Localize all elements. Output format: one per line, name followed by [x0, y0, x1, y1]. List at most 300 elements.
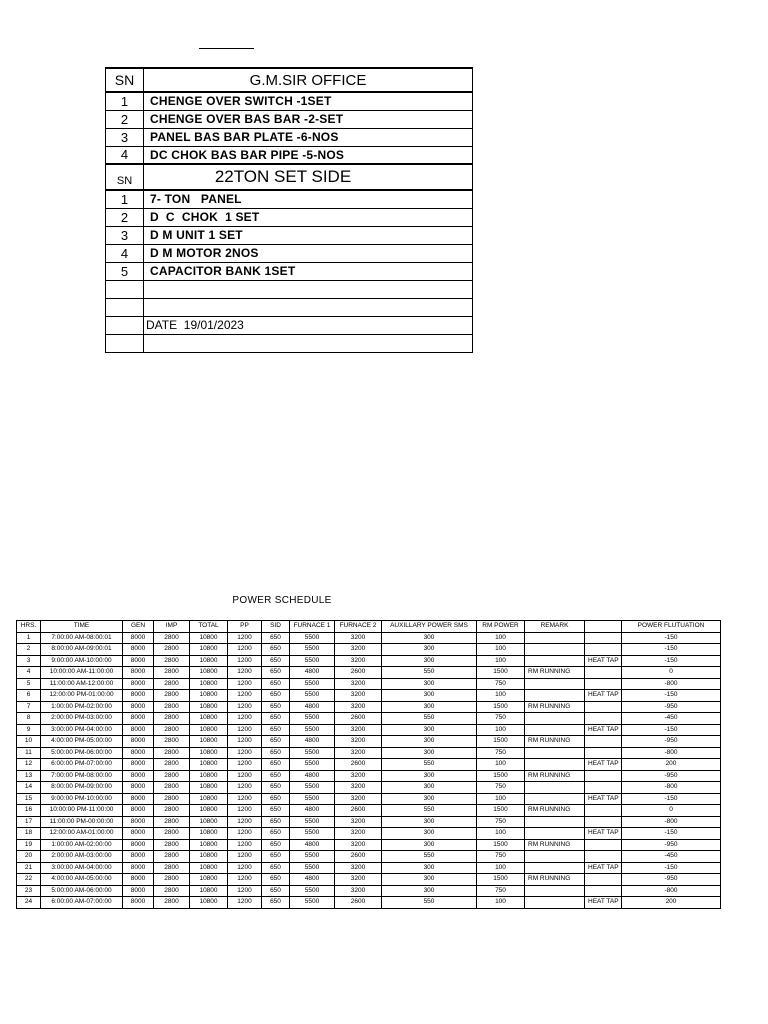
cell-auxillary-power-sms: 550: [382, 713, 477, 725]
cell-furnace-1: 5500: [290, 655, 335, 667]
cell-remark: RM RUNNING: [525, 805, 585, 817]
cell-total: 10800: [190, 874, 228, 886]
table-row: [17, 839, 721, 851]
cell-imp: 2800: [154, 862, 190, 874]
set-side-heading-row: [106, 164, 473, 190]
cell-furnace-2: 3200: [335, 655, 382, 667]
cell-rm-power: 1500: [477, 839, 525, 851]
table-row: [17, 828, 721, 840]
cell-time: 1:00:00 PM-02:00:00: [41, 701, 123, 713]
table-row: [17, 644, 721, 656]
item-text: D M UNIT 1 SET: [144, 226, 473, 244]
office-title: G.M.SIR OFFICE: [144, 68, 473, 92]
table-row: [17, 759, 721, 771]
cell-blank: [585, 839, 622, 851]
cell-remark: [525, 724, 585, 736]
cell-time: 4:00:00 PM-05:00:00: [41, 736, 123, 748]
cell-power-flutuation: -950: [622, 874, 721, 886]
cell-time: 3:00:00 AM-04:00:00: [41, 862, 123, 874]
cell-auxillary-power-sms: 300: [382, 678, 477, 690]
empty-row: [106, 334, 473, 352]
cell-gen: 8000: [123, 701, 154, 713]
cell-pp: 1200: [228, 632, 262, 644]
cell-auxillary-power-sms: 300: [382, 793, 477, 805]
list-item: [106, 128, 473, 146]
cell-total: 10800: [190, 736, 228, 748]
cell-rm-power: 100: [477, 632, 525, 644]
table-row: [17, 874, 721, 886]
cell-auxillary-power-sms: 300: [382, 690, 477, 702]
cell-sid: 650: [262, 724, 290, 736]
cell-total: 10800: [190, 678, 228, 690]
cell-pp: 1200: [228, 759, 262, 771]
cell-time: 5:00:00 PM-06:00:00: [41, 747, 123, 759]
cell-gen: 8000: [123, 828, 154, 840]
power-schedule-title: POWER SCHEDULE: [232, 595, 332, 606]
cell-remark: [525, 632, 585, 644]
cell-imp: 2800: [154, 655, 190, 667]
empty-cell: [144, 280, 473, 298]
cell-blank: [585, 701, 622, 713]
cell-auxillary-power-sms: 550: [382, 897, 477, 909]
cell-blank: HEAT TAP: [585, 690, 622, 702]
cell-time: 12:00:00 PM-01:00:00: [41, 690, 123, 702]
cell-rm-power: 100: [477, 828, 525, 840]
cell-power-flutuation: -150: [622, 862, 721, 874]
item-text: DC CHOK BAS BAR PIPE -5-NOS: [144, 146, 473, 164]
empty-cell: [144, 334, 473, 352]
cell-auxillary-power-sms: 550: [382, 805, 477, 817]
cell-hrs: 9: [17, 724, 41, 736]
cell-sid: 650: [262, 793, 290, 805]
cell-remark: [525, 759, 585, 771]
cell-hrs: 18: [17, 828, 41, 840]
cell-time: 9:00:00 AM-10:00:00: [41, 655, 123, 667]
cell-hrs: 3: [17, 655, 41, 667]
cell-remark: [525, 828, 585, 840]
table-row: [17, 782, 721, 794]
cell-pp: 1200: [228, 839, 262, 851]
cell-gen: 8000: [123, 897, 154, 909]
item-text: D M MOTOR 2NOS: [144, 244, 473, 262]
cell-furnace-2: 2600: [335, 713, 382, 725]
cell-imp: 2800: [154, 667, 190, 679]
cell-furnace-2: 3200: [335, 862, 382, 874]
cell-time: 6:00:00 PM-07:00:00: [41, 759, 123, 771]
cell-time: 1:00:00 AM-02:00:00: [41, 839, 123, 851]
cell-total: 10800: [190, 724, 228, 736]
cell-power-flutuation: 200: [622, 759, 721, 771]
cell-sid: 650: [262, 736, 290, 748]
cell-furnace-1: 5500: [290, 713, 335, 725]
cell-imp: 2800: [154, 874, 190, 886]
list-item: [106, 110, 473, 128]
cell-hrs: 6: [17, 690, 41, 702]
cell-furnace-1: 5500: [290, 747, 335, 759]
cell-remark: [525, 747, 585, 759]
cell-imp: 2800: [154, 839, 190, 851]
list-item: [106, 208, 473, 226]
cell-sid: 650: [262, 828, 290, 840]
cell-pp: 1200: [228, 897, 262, 909]
cell-rm-power: 100: [477, 690, 525, 702]
cell-power-flutuation: -150: [622, 724, 721, 736]
item-sn: 5: [106, 262, 144, 280]
cell-total: 10800: [190, 655, 228, 667]
cell-remark: [525, 862, 585, 874]
cell-rm-power: 750: [477, 851, 525, 863]
cell-pp: 1200: [228, 874, 262, 886]
cell-furnace-2: 3200: [335, 632, 382, 644]
table-row: [17, 897, 721, 909]
cell-sid: 650: [262, 862, 290, 874]
cell-gen: 8000: [123, 885, 154, 897]
cell-blank: [585, 770, 622, 782]
cell-pp: 1200: [228, 793, 262, 805]
column-header-furnace-1: FURNACE 1: [290, 621, 335, 633]
item-sn: 1: [106, 92, 144, 110]
cell-remark: [525, 897, 585, 909]
empty-cell: [106, 298, 144, 316]
cell-pp: 1200: [228, 885, 262, 897]
cell-pp: 1200: [228, 724, 262, 736]
column-header-auxillary-power-sms: AUXILLARY POWER SMS: [382, 621, 477, 633]
cell-blank: [585, 874, 622, 886]
cell-imp: 2800: [154, 851, 190, 863]
cell-total: 10800: [190, 828, 228, 840]
cell-gen: 8000: [123, 816, 154, 828]
table-row: [17, 701, 721, 713]
cell-imp: 2800: [154, 828, 190, 840]
cell-gen: 8000: [123, 736, 154, 748]
cell-auxillary-power-sms: 300: [382, 816, 477, 828]
item-sn: 2: [106, 110, 144, 128]
empty-cell: [144, 298, 473, 316]
cell-total: 10800: [190, 690, 228, 702]
column-header-blank: [585, 621, 622, 633]
cell-furnace-2: 2600: [335, 897, 382, 909]
empty-cell: [106, 316, 144, 334]
cell-blank: [585, 678, 622, 690]
cell-furnace-1: 5500: [290, 782, 335, 794]
cell-hrs: 15: [17, 793, 41, 805]
cell-sid: 650: [262, 713, 290, 725]
cell-pp: 1200: [228, 678, 262, 690]
cell-pp: 1200: [228, 644, 262, 656]
cell-gen: 8000: [123, 793, 154, 805]
cell-furnace-2: 3200: [335, 828, 382, 840]
cell-pp: 1200: [228, 782, 262, 794]
empty-cell: [106, 334, 144, 352]
cell-furnace-1: 5500: [290, 759, 335, 771]
cell-imp: 2800: [154, 690, 190, 702]
cell-auxillary-power-sms: 300: [382, 885, 477, 897]
cell-total: 10800: [190, 816, 228, 828]
empty-row: [106, 280, 473, 298]
cell-auxillary-power-sms: 300: [382, 862, 477, 874]
cell-furnace-1: 5500: [290, 885, 335, 897]
column-header-imp: IMP: [154, 621, 190, 633]
cell-furnace-2: 3200: [335, 874, 382, 886]
cell-furnace-1: 4800: [290, 805, 335, 817]
item-text: CAPACITOR BANK 1SET: [144, 262, 473, 280]
cell-power-flutuation: 0: [622, 805, 721, 817]
cell-hrs: 23: [17, 885, 41, 897]
top-underline: [199, 48, 254, 49]
cell-pp: 1200: [228, 701, 262, 713]
cell-imp: 2800: [154, 782, 190, 794]
cell-furnace-1: 5500: [290, 644, 335, 656]
column-header-furnace-2: FURNACE 2: [335, 621, 382, 633]
cell-rm-power: 1500: [477, 770, 525, 782]
cell-remark: RM RUNNING: [525, 874, 585, 886]
cell-sid: 650: [262, 632, 290, 644]
cell-rm-power: 100: [477, 724, 525, 736]
table-row: [17, 713, 721, 725]
cell-total: 10800: [190, 839, 228, 851]
cell-rm-power: 750: [477, 713, 525, 725]
column-header-sid: SID: [262, 621, 290, 633]
cell-rm-power: 1500: [477, 805, 525, 817]
cell-gen: 8000: [123, 770, 154, 782]
cell-rm-power: 100: [477, 644, 525, 656]
cell-blank: [585, 713, 622, 725]
cell-remark: [525, 782, 585, 794]
cell-gen: 8000: [123, 805, 154, 817]
cell-remark: [525, 678, 585, 690]
empty-cell: [106, 280, 144, 298]
cell-hrs: 16: [17, 805, 41, 817]
cell-imp: 2800: [154, 897, 190, 909]
cell-sid: 650: [262, 655, 290, 667]
cell-furnace-1: 5500: [290, 678, 335, 690]
empty-row: [106, 298, 473, 316]
cell-remark: RM RUNNING: [525, 839, 585, 851]
cell-pp: 1200: [228, 805, 262, 817]
cell-imp: 2800: [154, 759, 190, 771]
cell-imp: 2800: [154, 805, 190, 817]
cell-furnace-2: 3200: [335, 839, 382, 851]
cell-blank: [585, 632, 622, 644]
cell-auxillary-power-sms: 550: [382, 667, 477, 679]
cell-power-flutuation: -150: [622, 793, 721, 805]
cell-sid: 650: [262, 782, 290, 794]
table-row: [17, 690, 721, 702]
cell-power-flutuation: -950: [622, 736, 721, 748]
table-row: [17, 655, 721, 667]
cell-hrs: 4: [17, 667, 41, 679]
cell-furnace-1: 5500: [290, 793, 335, 805]
cell-remark: RM RUNNING: [525, 701, 585, 713]
item-sn: 3: [106, 128, 144, 146]
cell-time: 6:00:00 AM-07:00:00: [41, 897, 123, 909]
cell-sid: 650: [262, 897, 290, 909]
cell-hrs: 14: [17, 782, 41, 794]
cell-rm-power: 100: [477, 862, 525, 874]
cell-power-flutuation: -450: [622, 851, 721, 863]
cell-furnace-1: 4800: [290, 770, 335, 782]
cell-power-flutuation: -450: [622, 713, 721, 725]
table-row: [17, 851, 721, 863]
list-item: [106, 244, 473, 262]
cell-pp: 1200: [228, 851, 262, 863]
cell-imp: 2800: [154, 678, 190, 690]
cell-furnace-1: 5500: [290, 690, 335, 702]
cell-power-flutuation: -150: [622, 632, 721, 644]
cell-blank: HEAT TAP: [585, 724, 622, 736]
cell-hrs: 22: [17, 874, 41, 886]
cell-furnace-2: 3200: [335, 678, 382, 690]
cell-total: 10800: [190, 644, 228, 656]
item-text: 7- TON PANEL: [144, 190, 473, 208]
cell-power-flutuation: -150: [622, 828, 721, 840]
cell-auxillary-power-sms: 300: [382, 770, 477, 782]
power-schedule-table: [16, 620, 721, 909]
cell-gen: 8000: [123, 747, 154, 759]
table-row: [17, 805, 721, 817]
equipment-list-table: [105, 67, 473, 353]
cell-blank: HEAT TAP: [585, 655, 622, 667]
item-sn: 1: [106, 190, 144, 208]
cell-rm-power: 750: [477, 816, 525, 828]
cell-rm-power: 750: [477, 885, 525, 897]
cell-imp: 2800: [154, 713, 190, 725]
cell-blank: [585, 851, 622, 863]
cell-sid: 650: [262, 805, 290, 817]
cell-furnace-1: 4800: [290, 874, 335, 886]
cell-gen: 8000: [123, 678, 154, 690]
cell-pp: 1200: [228, 690, 262, 702]
cell-power-flutuation: -950: [622, 770, 721, 782]
cell-rm-power: 1500: [477, 736, 525, 748]
cell-sid: 650: [262, 759, 290, 771]
cell-total: 10800: [190, 885, 228, 897]
item-sn: 3: [106, 226, 144, 244]
cell-sid: 650: [262, 770, 290, 782]
item-text: CHENGE OVER SWITCH -1SET: [144, 92, 473, 110]
date-text: DATE 19/01/2023: [144, 316, 473, 334]
cell-remark: [525, 655, 585, 667]
sn-header: SN: [106, 68, 144, 92]
column-header-total: TOTAL: [190, 621, 228, 633]
cell-hrs: 12: [17, 759, 41, 771]
cell-hrs: 19: [17, 839, 41, 851]
cell-auxillary-power-sms: 300: [382, 839, 477, 851]
cell-time: 8:00:00 PM-09:00:00: [41, 782, 123, 794]
column-header-power-flutuation: POWER FLUTUATION: [622, 621, 721, 633]
cell-sid: 650: [262, 644, 290, 656]
column-header-gen: GEN: [123, 621, 154, 633]
cell-auxillary-power-sms: 300: [382, 782, 477, 794]
cell-sid: 650: [262, 851, 290, 863]
cell-gen: 8000: [123, 862, 154, 874]
cell-rm-power: 1500: [477, 667, 525, 679]
cell-gen: 8000: [123, 632, 154, 644]
cell-imp: 2800: [154, 736, 190, 748]
cell-rm-power: 100: [477, 793, 525, 805]
cell-furnace-1: 4800: [290, 667, 335, 679]
cell-remark: [525, 644, 585, 656]
cell-pp: 1200: [228, 828, 262, 840]
table-row: [17, 885, 721, 897]
cell-gen: 8000: [123, 667, 154, 679]
cell-furnace-1: 5500: [290, 897, 335, 909]
cell-rm-power: 100: [477, 897, 525, 909]
cell-time: 10:00:00 PM-11:00:00: [41, 805, 123, 817]
cell-furnace-2: 3200: [335, 644, 382, 656]
column-header-time: TIME: [41, 621, 123, 633]
item-text: CHENGE OVER BAS BAR -2-SET: [144, 110, 473, 128]
cell-hrs: 24: [17, 897, 41, 909]
cell-power-flutuation: -950: [622, 701, 721, 713]
cell-total: 10800: [190, 862, 228, 874]
cell-rm-power: 100: [477, 655, 525, 667]
cell-blank: [585, 736, 622, 748]
cell-blank: [585, 747, 622, 759]
cell-rm-power: 100: [477, 759, 525, 771]
column-header-pp: PP: [228, 621, 262, 633]
cell-pp: 1200: [228, 713, 262, 725]
cell-hrs: 11: [17, 747, 41, 759]
cell-furnace-2: 2600: [335, 805, 382, 817]
cell-auxillary-power-sms: 300: [382, 724, 477, 736]
cell-sid: 650: [262, 839, 290, 851]
cell-total: 10800: [190, 782, 228, 794]
cell-sid: 650: [262, 667, 290, 679]
cell-auxillary-power-sms: 300: [382, 632, 477, 644]
cell-hrs: 5: [17, 678, 41, 690]
item-sn: 4: [106, 244, 144, 262]
cell-gen: 8000: [123, 851, 154, 863]
cell-furnace-2: 3200: [335, 816, 382, 828]
cell-remark: [525, 690, 585, 702]
cell-remark: RM RUNNING: [525, 736, 585, 748]
cell-blank: [585, 644, 622, 656]
column-header-hrs: HRS.: [17, 621, 41, 633]
cell-auxillary-power-sms: 550: [382, 759, 477, 771]
cell-furnace-2: 3200: [335, 793, 382, 805]
cell-furnace-2: 3200: [335, 690, 382, 702]
cell-time: 4:00:00 AM-05:00:00: [41, 874, 123, 886]
cell-power-flutuation: 0: [622, 667, 721, 679]
cell-time: 9:00:00 PM-10:00:00: [41, 793, 123, 805]
item-sn: 2: [106, 208, 144, 226]
sn-header: SN: [106, 164, 144, 190]
cell-gen: 8000: [123, 644, 154, 656]
cell-furnace-1: 5500: [290, 632, 335, 644]
cell-hrs: 17: [17, 816, 41, 828]
cell-time: 7:00:00 PM-08:00:00: [41, 770, 123, 782]
list-item: [106, 262, 473, 280]
cell-furnace-2: 2600: [335, 759, 382, 771]
cell-rm-power: 1500: [477, 701, 525, 713]
cell-gen: 8000: [123, 782, 154, 794]
cell-pp: 1200: [228, 667, 262, 679]
table-row: [17, 816, 721, 828]
cell-total: 10800: [190, 851, 228, 863]
cell-time: 3:00:00 PM-04:00:00: [41, 724, 123, 736]
cell-power-flutuation: -800: [622, 816, 721, 828]
cell-imp: 2800: [154, 724, 190, 736]
cell-furnace-1: 5500: [290, 851, 335, 863]
cell-remark: [525, 816, 585, 828]
cell-total: 10800: [190, 897, 228, 909]
cell-gen: 8000: [123, 724, 154, 736]
cell-hrs: 8: [17, 713, 41, 725]
cell-furnace-1: 5500: [290, 862, 335, 874]
cell-gen: 8000: [123, 759, 154, 771]
header-row: [17, 621, 721, 633]
